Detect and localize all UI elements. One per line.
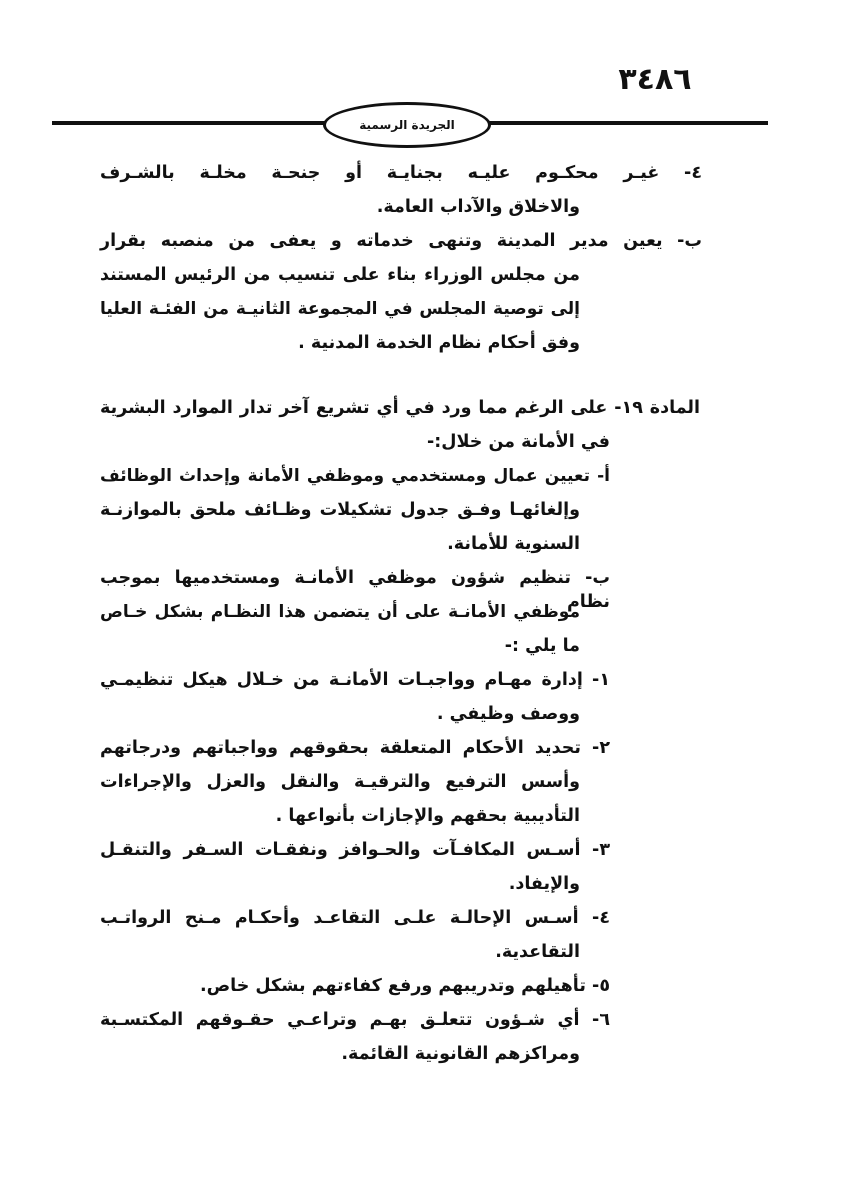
text-line: والاخلاق والآداب العامة. <box>376 197 580 217</box>
text-line: وأسس الترفيع والترقيـة والنقل والعزل والإجراءات <box>100 772 580 792</box>
text-line: ٣- أسـس المكافـآت والحـوافز ونفقـات السـفر والتنقـل <box>100 840 610 860</box>
text-line: ٤- أسـس الإحالـة علـى التقاعـد وأحكـام مـنح الرواتـب <box>100 908 610 928</box>
text-line: وإلغائهـا وفـق جدول تشكيلات وظـائف ملحق بالموازنـة <box>100 500 580 520</box>
text-line: ب- يعين مدير المدينة وتنهى خدماته و يعفى من منصبه بقرار <box>100 231 702 251</box>
text-line: السنوية للأمانة. <box>447 534 580 554</box>
text-line: إلى توصية المجلس في المجموعة الثانيـة من الفئـة العليا <box>100 299 580 319</box>
text-line: التقاعدية. <box>495 942 580 962</box>
header-oval <box>323 102 491 148</box>
text-line: ب- تنظيم شؤون موظفي الأمانـة ومستخدميها بموجب نظام <box>100 568 610 612</box>
article-heading-line: المادة ١٩- على الرغم مما ورد في أي تشريع آخر تدار الموارد البشرية <box>100 398 700 418</box>
text-line: التأديبية بحقهم والإجازات بأنواعها . <box>275 806 580 826</box>
publication-title: الجريدة الرسمية <box>359 118 455 132</box>
text-line: في الأمانة من خلال:- <box>427 432 610 452</box>
text-line: موظفي الأمانـة على أن يتضمن هذا النظـام بشكل خـاص <box>100 602 580 622</box>
text-line: ومراكزهم القانونية القائمة. <box>341 1044 580 1064</box>
text-line: ٤- غيـر محكـوم عليـه بجنايـة أو جنحـة مخلـة بالشـرف <box>100 163 702 183</box>
text-line: من مجلس الوزراء بناء على تنسيب من الرئيس المستند <box>100 265 580 285</box>
text-line: ٦- أي شـؤون تتعلـق بهـم وتراعـي حقـوقهم المكتسـبة <box>100 1010 610 1030</box>
text-line: أ- تعيين عمال ومستخدمي وموظفي الأمانة وإحداث الوظائف <box>100 466 610 486</box>
text-line: ٢- تحديد الأحكام المتعلقة بحقوقهم وواجباتهم ودرجاتهم <box>100 738 610 758</box>
text-line: ما يلي :- <box>504 636 580 656</box>
text-line: وفق أحكام نظام الخدمة المدنية . <box>298 333 580 353</box>
text-line: ١- إدارة مهـام وواجبـات الأمانـة من خـلال هيكل تنظيمـي <box>100 670 610 690</box>
text-line: والإيفاد. <box>508 874 580 894</box>
text-line: ووصف وظيفي . <box>436 704 580 724</box>
text-line: ٥- تأهيلهم وتدريبهم ورفع كفاءتهم بشكل خاص. <box>199 976 610 996</box>
page-number: ٣٤٨٦ <box>618 62 692 97</box>
